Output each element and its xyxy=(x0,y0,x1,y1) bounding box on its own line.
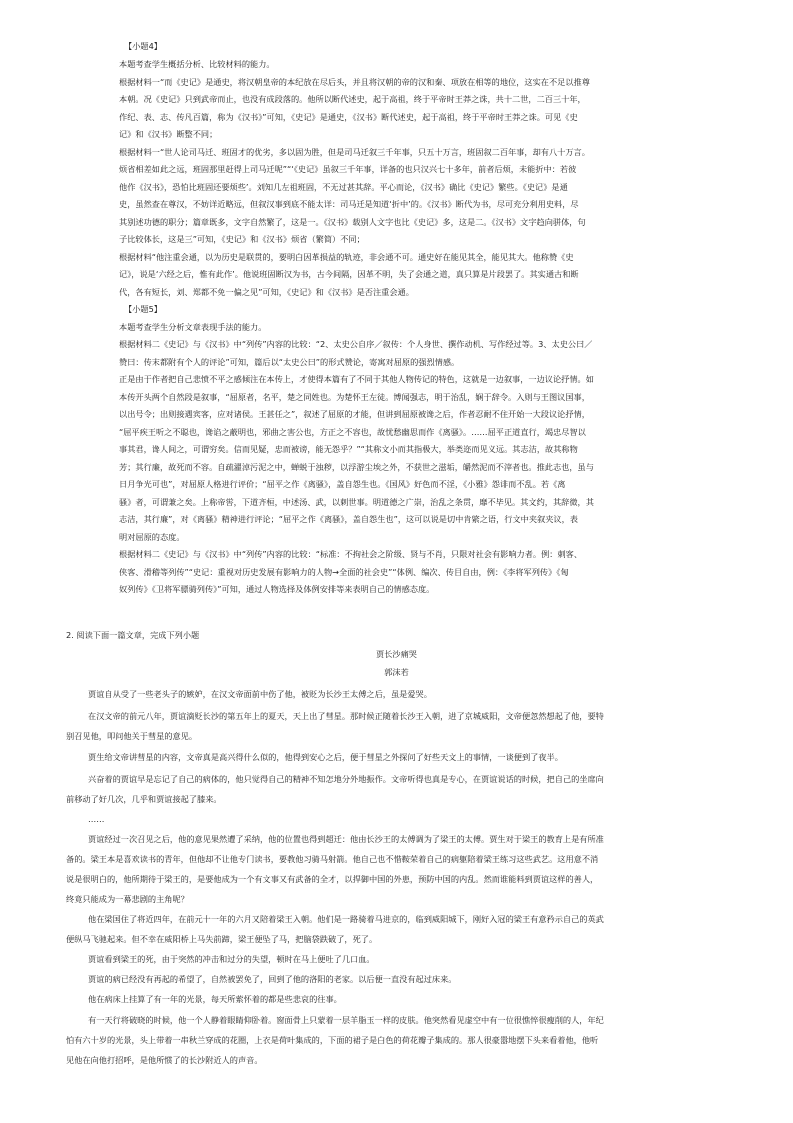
analysis-line: 史，虽然查在尊汉，不妨详近略远，但叙汉事到底不能太详：司马迁是知道‘折中’的。《汉书》断代为书，尽可充分利用史料，尽 xyxy=(119,199,579,209)
analysis-line: 烦省相差如此之远，班固那里赶得上司马迁呢”“‘《史记》虽叙三千年事，详备的也只汉兴七十多年，前者后烦，未能折中：若彼 xyxy=(119,164,577,174)
question-heading: 2. 阅读下面一篇文章，完成下列小题 xyxy=(66,630,200,640)
analysis-line: 根据材料二《史记》与《汉书》中“列传”内容的比较：“标准：不拘社会之阶级、贤与不肖，只限对社会有影响力者。例：刺客、 xyxy=(119,549,583,559)
analysis-line: 骚》者，可谓兼之矣。上称帝喾，下道齐桓，中述汤、武，以刺世事。明道德之广崇，治乱之条贯，靡不毕见。其文约，其辞微，其 xyxy=(119,497,594,507)
passage-author: 郭沫若 xyxy=(384,667,409,677)
analysis-line: 根据材料一“世人论司马迁、班固才的优劣，多以固为胜，但是司马迁叙三千年事，只五十万言，班固叙二百年事，却有八十万言。 xyxy=(119,147,590,157)
passage-line: 备的。梁王本是喜欢读书的青年，但他却不让他专门读书，要教他习骑马射箭。他自己也不惜鞍荣着自己的病躯陪着梁王练习这些武艺。这用意不消 xyxy=(66,854,599,864)
analysis-line: 根据材料二《史记》与《汉书》中“列传”内容的比较：“2、太史公自序／叙传：个人身世、撰作动机、写作经过等。3、太史公曰／ xyxy=(119,339,593,349)
analysis-line: 其别述功德的职分；篇章既多，文字自然繁了，这是一。《汉书》载别人文字也比《史记》多，这是二。《汉书》文字趋向骈体，句 xyxy=(119,217,586,227)
analysis-line: 子比较体长，这是三”可知，《史记》和《汉书》烦省（繁简）不同； xyxy=(119,234,365,244)
passage-line: 便纵马飞驰起来。但不幸在威阳桥上马失前蹄，梁王便坠了马，把脑袋跌破了，死了。 xyxy=(66,934,378,944)
passage-line: 他在病床上挂算了有一年的光景，每天所萦怀着的都是些悲哀的往事。 xyxy=(88,994,342,1004)
analysis-line: 记》，说是‘六经之后，惟有此作’。他说班固断汉为书，古今间隔，因革不明，失了会通之道，真只算是片段罢了。其实通古和断 xyxy=(119,269,579,279)
analysis-line: 赞曰：传末都附有个人的评论”可知，篇后以“太史公曰”的形式赞论，寄寓对屈原的强烈情感。 xyxy=(119,357,460,367)
passage-line: 怕有六十岁的光景，头上带着一串秋兰穿成的花圈，上衣是荷叶集成的，下面的裙子是白色的荷花瓣子集成的。那人很豪嚣地摆下头来看着他，他听 xyxy=(66,1035,599,1045)
passage-line: 在汉文帝的前元八年，贾谊滴贬长沙的第五年上的夏天，天上出了彗星。那时候正随着长沙王入朝，进了京城威阳，文帝便忽然想起了他，要特 xyxy=(88,711,604,721)
passage-line: 前移动了好几次，几乎和贾谊接起了膝来。 xyxy=(66,794,222,804)
passage-line: 贾谊的病已经没有再起的希望了，自然被罢免了，回到了他的洛阳的老家。以后便一直没有起过床来。 xyxy=(88,974,457,984)
passage-line: 他在梁国住了将近四年，在前元十一年的六月又陪着梁王入朝。他们是一路骑着马进京的，临到威阳城下，刚好入冠的梁王有意矜示自己的英武 xyxy=(88,914,604,924)
subquestion-4-label: 【小题4】 xyxy=(124,41,162,51)
analysis-line: 作纪、表、志、传凡百篇，称为《汉书》”可知，《史记》是通史，《汉书》断代述史，起于高祖，终于平帝时王莽之诛。可见《史 xyxy=(119,112,578,122)
analysis-line: 本传开头两个自然段是叙事，“屈原者，名平，楚之同姓也。为楚怀王左徒。博闻强志，明于治乱，娴于辞令。入则与王图议国事， xyxy=(119,392,590,402)
passage-line: 贾生给文帝讲彗星的内容，文帝真是高兴得什么似的，他得到安心之后，便于彗星之外探问了好些天文上的事情，一谈便到了夜半。 xyxy=(88,752,563,762)
analysis-line: 他作《汉书》，恐怕比班固还要烦些’。刘知几左祖班固，不无过甚其辞。平心而论，《汉书》确比《史记》繁些。《史记》是通 xyxy=(119,182,568,192)
analysis-line: 根据材料一“而《史记》是通史，将汉朝皇帝的本纪放在尽后头，并且将汉朝的帝的汉和秦、项放在相等的地位，这实在不足以推尊 xyxy=(119,77,590,87)
passage-ellipsis: …… xyxy=(88,814,105,824)
passage-line: 说是很明白的，他所期待于梁王的，是要他成为一个有文事又有武备的全才，以捍御中国的外患，预防中国的内乱。然而谁能料到贾谊这样的善人， xyxy=(66,874,599,884)
analysis-line: 代，各有短长，刘、郑都不免一偏之见”可知，《史记》和《汉书》是否注重会通。 xyxy=(119,287,414,297)
analysis-line: 奴列传》《卫将军骠骑列传》”可知，通过人物选择及体例安排等来表明自己的情感态度。 xyxy=(119,584,435,594)
passage-line: 见他在向他打招呼，是他所惯了的长沙附近人的声音。 xyxy=(66,1055,263,1065)
analysis-line: 以出号令；出则接遇宾客，应对诸侯。王甚任之”，叙述了屈原的才能，但讲到屈原被谗之后，作者忍耐不住开始一大段议论抒情， xyxy=(119,409,590,419)
analysis-line: 正是由于作者把自己悲愤不平之感倾注在本传上，才使得本篇有了不同于其他人物传记的特色，这就是一边叙事，一边议论抒情。如 xyxy=(119,374,594,384)
analysis-line: 明对屈原的态度。 xyxy=(119,532,185,542)
analysis-line: 侠客、滑稽等列传”“史记：重视对历史发展有影响力的人物→全面的社会史”“体例、编次、传目自由，例：《李将军列传》《匈 xyxy=(119,567,569,577)
subquestion-5-label: 【小题5】 xyxy=(124,304,162,314)
analysis-line: 本朝。况《史记》只到武帝而止，也没有成段落的。他所以断代述史，起于高祖，终于平帝时王莽之诛，共十二世，二百三十年， xyxy=(119,94,586,104)
analysis-line: 本题考查学生分析文章表现手法的能力。 xyxy=(119,322,267,332)
analysis-line: 本题考查学生概括分析、比较材料的能力。 xyxy=(119,59,275,69)
analysis-line: 根据材料“他注重会通，以为历史是联贯的，要明白因革损益的轨迹，非会通不可。通史好在能见其全，能见其大。他称赞《史 xyxy=(119,252,574,262)
analysis-line: 志洁，其行廉”，对《离骚》精神进行评论；“屈平之作《离骚》，盖自怨生也”，这可以说是切中肯綮之语，行文中夹叙夹议，表 xyxy=(119,514,578,524)
analysis-line: 日月争光可也”，对屈原人格进行评价；“屈平之作《离骚》，盖自怨生也。《国风》好色而不淫，《小雅》怨诽而不乱。若《离 xyxy=(119,479,566,489)
passage-line: 兴奋着的贾谊早是忘记了自己的病体的，他只觉得自己的精神不知怎地分外地振作。文帝听得也真是专心，在贾谊说话的时候，把自己的坐席向 xyxy=(88,774,604,784)
passage-line: 有一天行将破晓的时候，他一个人静着眼睛仰卧着。窗面骨上只蒙着一层羊脂玉一样的皮肤。他突然看见虚空中有一位很憔悴很瘦削的人，年纪 xyxy=(88,1015,604,1025)
passage-line: 别召见他，叩问他关于彗星的意见。 xyxy=(66,731,198,741)
passage-line: 贾谊自从受了一些老头子的嫉妒，在汉文帝面前中伤了他，被贬为长沙王太傅之后，虽是爱哭。 xyxy=(88,689,432,699)
passage-line: 贾谊经过一次召见之后，他的意见果然遭了采纳，他的位置也得到超迁：他由长沙王的太傅调为了梁王的太傅。贾生对于梁王的教育上是有所准 xyxy=(88,834,604,844)
passage-title: 贾长沙痛哭 xyxy=(376,649,417,659)
analysis-line: 记》和《汉书》断整不同； xyxy=(119,129,218,139)
passage-line: 终竟只能成为一幕悲剧的主角呢？ xyxy=(66,894,189,904)
analysis-line: “屈平疾王听之不聪也，谗谄之蔽明也，邪曲之害公也，方正之不容也，故忧愁幽思而作《离骚》。……屈平正道直行，竭忠尽智以 xyxy=(119,427,586,437)
analysis-line: 芳；其行廉，故死而不容。自疏濯淖污泥之中，蝉蜕于浊秽，以浮游尘埃之外，不获世之滋垢，皭然泥而不滓者也。推此志也，虽与 xyxy=(119,462,594,472)
passage-line: 贾谊看到梁王的死，由于突然的冲击和过分的失望，顿时在马上便吐了几口血。 xyxy=(88,954,375,964)
analysis-line: 事其君，谗人间之，可谓穷矣。信而见疑，忠而被谤，能无怨乎？”“其称文小而其指极大，举类迩而见义远。其志洁，故其称物 xyxy=(119,444,578,454)
